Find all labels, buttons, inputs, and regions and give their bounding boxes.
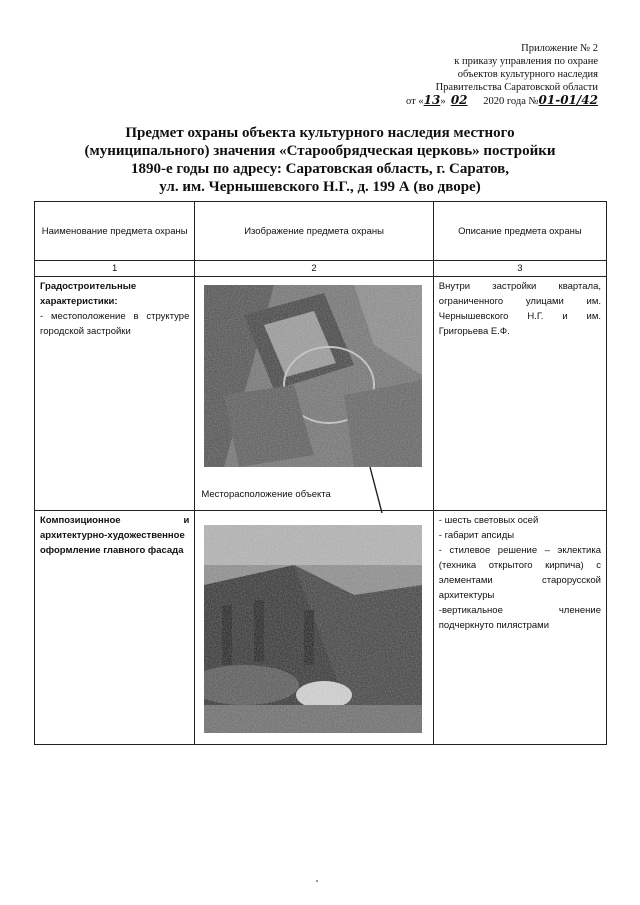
row-name-heading: Градостроительные характеристики: — [40, 281, 137, 307]
row-image-cell — [195, 277, 433, 511]
row-name-cell — [35, 277, 195, 511]
date-mid: » — [440, 96, 446, 107]
column-number: 1 — [35, 261, 195, 277]
description-item: -вертикальное членение подчеркнуто пилястрами — [438, 605, 601, 631]
title-line: Предмет охраны объекта культурного наследия местного — [125, 125, 515, 141]
table-row — [35, 277, 607, 511]
aerial-photo — [204, 285, 422, 467]
numbers-row — [35, 261, 607, 277]
table-row — [35, 511, 607, 745]
appendix-block — [338, 42, 598, 108]
appendix-line: к приказу управления по охране — [454, 56, 598, 67]
date-month: 02 — [450, 93, 468, 107]
appendix-line: объектов культурного наследия — [457, 69, 598, 80]
header-description: Описание предмета охраны — [433, 202, 606, 261]
title-line: (муниципального) значения «Старообрядческая церковь» постройки — [84, 143, 556, 159]
scan-speck — [316, 880, 318, 882]
protection-table — [34, 201, 607, 745]
title-line: ул. им. Чернышевского Н.Г., д. 199 А (во дворе) — [159, 179, 481, 195]
order-number: 01-01/42 — [538, 93, 598, 107]
row-name-cell — [35, 511, 195, 745]
appendix-date-line — [338, 94, 598, 108]
row-name-heading: Композиционное и архитектурно-художественное оформление главного фасада — [40, 515, 190, 556]
row-description-cell: Внутри застройки квартала, ограниченного улицами им. Чернышевского Н.Г. и им. Григорьева Е.Ф. — [433, 277, 606, 511]
document-title — [60, 124, 580, 196]
description-item: - габарит апсиды — [438, 530, 515, 541]
title-line: 1890-е годы по адресу: Саратовская область, г. Саратов, — [131, 161, 509, 177]
date-year: 2020 года № — [483, 96, 539, 107]
description-item: - стилевое решение – эклектика (техника открытого кирпича) с элементами старорусской архитектуры — [438, 545, 601, 601]
description-item: - шесть световых осей — [438, 515, 539, 526]
row-description-cell — [433, 511, 606, 745]
facade-photo — [204, 525, 422, 733]
column-number: 2 — [195, 261, 433, 277]
header-name: Наименование предмета охраны — [35, 202, 195, 261]
date-day: 13 — [423, 93, 441, 107]
row-image-cell — [195, 511, 433, 745]
column-number: 3 — [433, 261, 606, 277]
appendix-line: Приложение № 2 — [521, 43, 598, 54]
row-name-text: - местоположение в структуре городской застройки — [40, 311, 190, 337]
header-row — [35, 202, 607, 261]
image-caption: Месторасположение объекта — [201, 489, 331, 500]
header-image: Изображение предмета охраны — [195, 202, 433, 261]
appendix-line: Правительства Саратовской области — [435, 82, 598, 93]
date-prefix: от « — [406, 96, 424, 107]
